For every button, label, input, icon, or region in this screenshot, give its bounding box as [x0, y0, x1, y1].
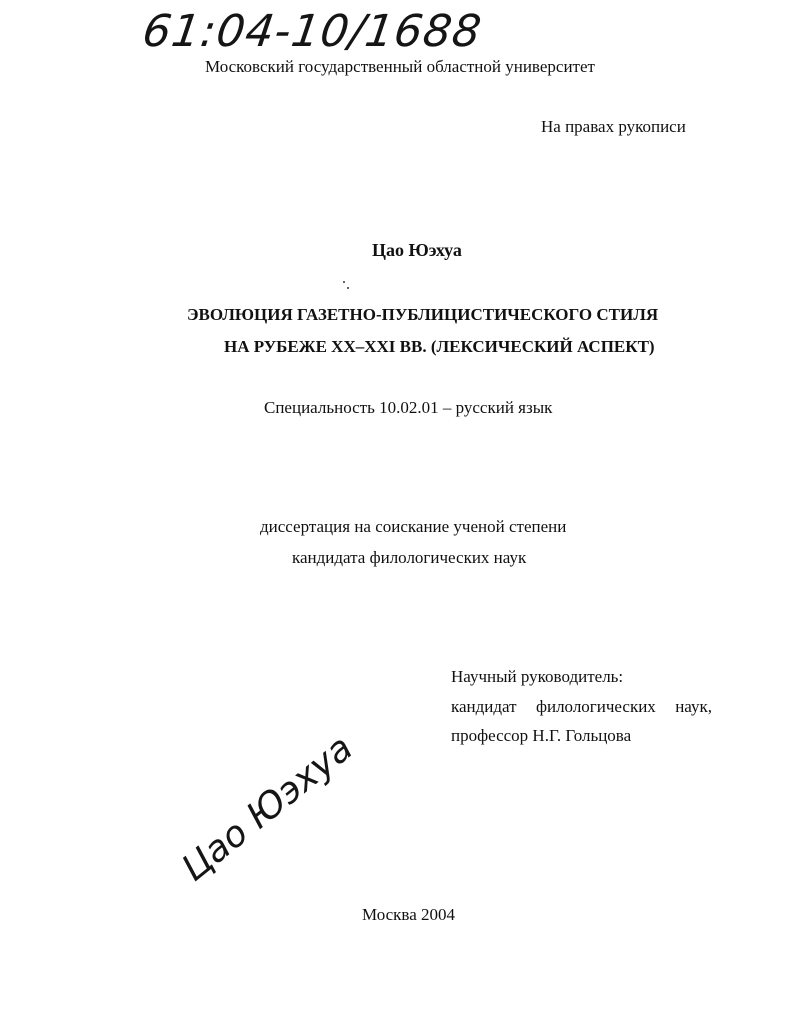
dissertation-purpose-line-1: диссертация на соискание ученой степени — [260, 517, 567, 536]
author-signature: Цао Юэхуа — [174, 727, 361, 890]
city-and-year: Москва 2004 — [362, 905, 456, 924]
specialty-line: Специальность 10.02.01 – русский язык — [264, 398, 553, 417]
supervisor-heading: Научный руководитель: — [451, 667, 624, 686]
supervisor-name: профессор Н.Г. Гольцова — [451, 726, 632, 745]
supervisor-degree-word: кандидат — [451, 697, 517, 716]
supervisor-degree — [451, 698, 712, 715]
rights-note: На правах рукописи — [541, 117, 686, 136]
thesis-title-line-2: НА РУБЕЖЕ XX–XXI ВВ. (ЛЕКСИЧЕСКИЙ АСПЕКТ) — [224, 337, 655, 356]
handwritten-archive-code: 61:04-10/1688 — [139, 6, 486, 57]
thesis-title-line-1: ЭВОЛЮЦИЯ ГАЗЕТНО-ПУБЛИЦИСТИЧЕСКОГО СТИЛЯ — [187, 305, 659, 324]
scan-speck — [347, 287, 349, 289]
university-name: Московский государственный областной университет — [205, 57, 595, 76]
supervisor-degree-word: филологических — [535, 697, 656, 716]
dissertation-purpose-line-2: кандидата филологических наук — [292, 548, 527, 567]
scan-speck — [343, 281, 345, 283]
supervisor-degree-word: наук, — [675, 697, 712, 716]
author-name: Цао Юэхуа — [372, 240, 462, 260]
